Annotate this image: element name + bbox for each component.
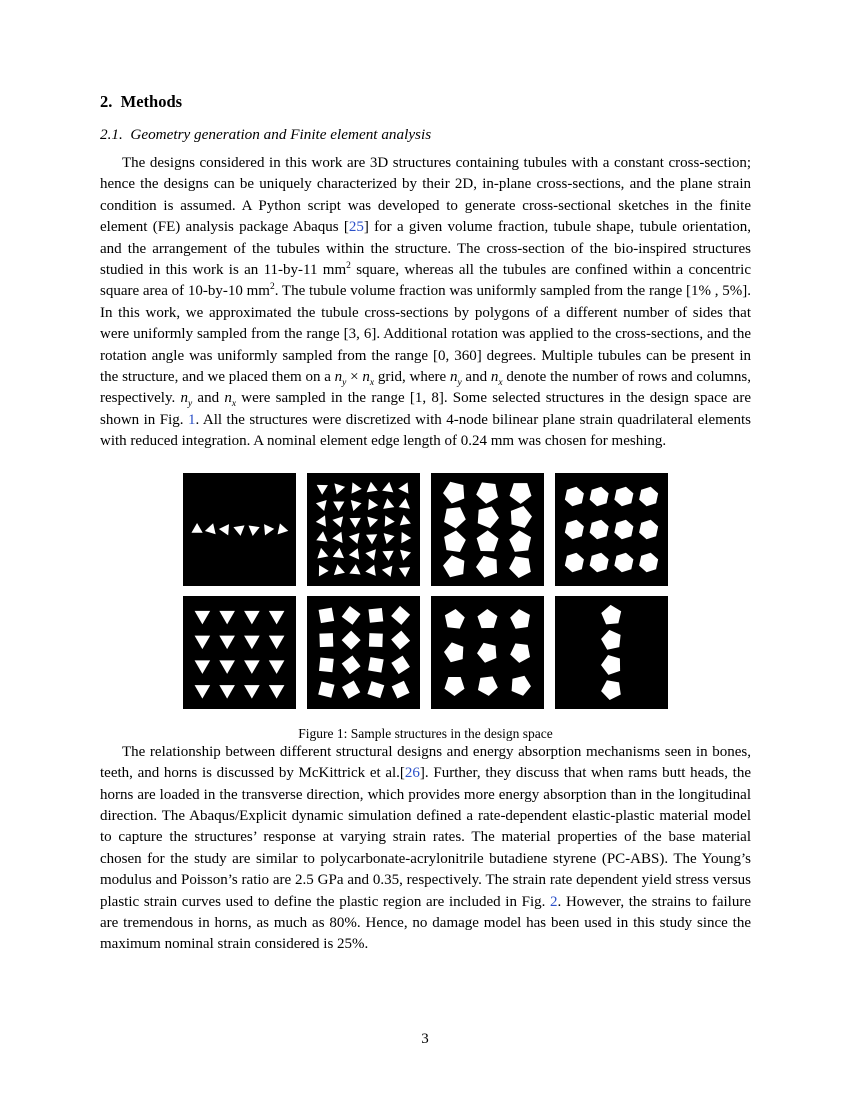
structure-panel-4-hexagons [555, 473, 668, 586]
reference-link[interactable]: 1 [188, 411, 196, 428]
math-symbol: n [362, 369, 370, 386]
subsection-heading-geometry: 2.1. Geometry generation and Finite element analysis [100, 126, 432, 143]
text-run: × [346, 369, 363, 386]
text-run: square, whereas all the tubules are confined within a concentric square area of 10-by-10 mm [100, 262, 751, 300]
section-heading-methods: 2. Methods [100, 92, 183, 111]
paragraph-geometry-generation [100, 153, 751, 453]
structure-panel-3-pentagons [431, 473, 544, 586]
structure-panel-5-triangles [183, 596, 296, 709]
math-symbol: x [369, 378, 375, 389]
text-run: and [461, 369, 491, 386]
text-run: were sampled in the range [1, 8]. Some selected structures in the design space are shown in Fig. [100, 390, 751, 428]
math-symbol: y [457, 378, 462, 389]
math-symbol: n [224, 390, 232, 407]
structure-panel-2-triangles [307, 473, 420, 586]
math-symbol: y [342, 378, 347, 389]
text-run: 2 [269, 282, 275, 293]
figure-1-panels [100, 473, 751, 709]
figure-1-caption: Figure 1: Sample structures in the design space [298, 725, 553, 741]
text-run: . All the structures were discretized with 4-node bilinear plane strain quadrilateral elements with reduced integration. A nominal element edge length of 0.24 mm was chosen for meshing. [100, 411, 751, 450]
text-run: . However, the strains to failure are tremendous in horns, as much as 80%. Hence, no damage model has been used in this study since the maximum nominal strain considered is 25%. [100, 893, 751, 953]
text-run: . The tubule volume fraction was uniformly sampled from the range [1% , 5%]. In this work, we approximated the tubule cross-sections by polygons of a different number of sides that were uniformly sampled from the range [3, 6]. Additional rotation was applied to the cross-sections, and the rotation angle was uniformly sampled from the range [0, 360] degrees. Multiple tubules can be present in the structure, and we placed them on a [100, 283, 751, 386]
reference-link[interactable]: 2 [550, 893, 558, 910]
math-symbol: n [490, 369, 499, 386]
paragraph-energy-absorption [100, 742, 751, 956]
text-run: ] for a given volume fraction, tubule shape, tubule orientation, and the arrangement of the tubules within the structure. The cross-section of the bio-inspired structures studied in this work is an 11-by-11 mm [100, 219, 751, 279]
text-run: ]. Further, they discuss that when rams butt heads, the horns are loaded in the transverse direction, which provides more energy absorption than in the longitudinal direction. The Abaqus/Explicit dynamic simulation defined a rate-dependent elastic-plastic material model to capture the structures’ response at varying strain rates. The material properties of the base material chosen for the study are similar to polycarbonate-acrylonitrile butadiene styrene (PC-ABS). The Young’s modulus and Poisson’s ratio are 2.5 GPa and 0.35, respectively. The strain rate dependent yield stress versus plastic strain curves used to define the plastic region are included in Fig. [100, 765, 752, 910]
text-run: The designs considered in this work are 3D structures containing tubules with a constant cross-section; hence the designs can be uniquely characterized by their 2D, in-plane cross-sections, and the plane strain condition is assumed. A Python script was developed to generate cross-sectional sketches in the finite element (FE) analysis package Abaqus [ [100, 155, 751, 236]
page-number: 3 [421, 1031, 429, 1047]
structure-panel-1-triangles [183, 473, 296, 586]
math-symbol: n [180, 390, 188, 407]
math-symbol: x [231, 399, 237, 410]
structure-panel-8-pentagons [555, 596, 668, 709]
math-symbol: n [334, 369, 343, 386]
math-symbol: y [187, 399, 193, 410]
structure-panel-7-pentagons [431, 596, 544, 709]
page-content [100, 92, 751, 956]
math-symbol: n [449, 369, 458, 386]
math-symbol: x [498, 378, 503, 389]
text-run: grid, where [374, 369, 450, 386]
text-run: and [192, 390, 225, 407]
structure-panel-6-squares [307, 596, 420, 709]
reference-link[interactable]: 25 [348, 219, 364, 236]
reference-link[interactable]: 26 [404, 765, 420, 782]
figure-1 [100, 473, 751, 742]
text-run: denote the number of rows and columns, respectively. [100, 369, 751, 407]
text-run: 2 [346, 261, 351, 272]
text-run: The relationship between different structural designs and energy absorption mechanisms seen in bones, teeth, and horns is discussed by McKittrick et al.[ [100, 743, 751, 782]
